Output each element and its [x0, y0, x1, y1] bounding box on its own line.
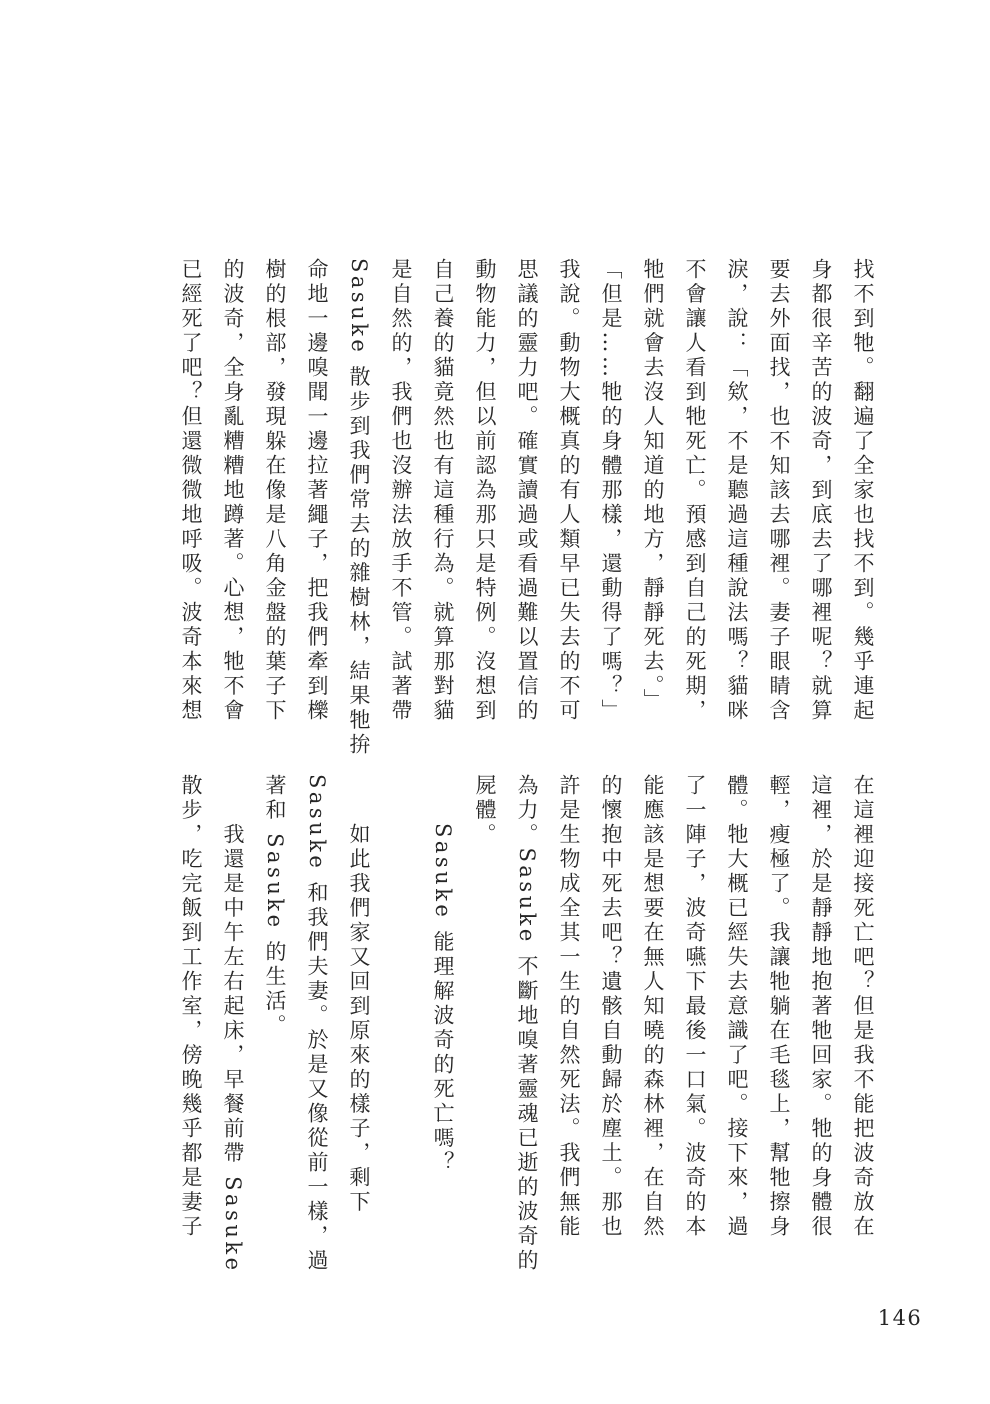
- text-column: 散步，吃完飯到工作室，傍晚幾乎都是妻子: [179, 774, 203, 1240]
- text-column: 自己養的貓竟然也有這種行為。就算那對貓: [431, 258, 455, 724]
- text-band-top: [170, 258, 884, 758]
- text-column: 在這裡迎接死亡吧？但是我不能把波奇放在: [851, 774, 875, 1240]
- text-column: 我還是中午左右起床，早餐前帶 Sasuke: [221, 774, 245, 1274]
- text-column: 思議的靈力吧。確實讀過或看過難以置信的: [515, 258, 539, 724]
- text-column: 是自然的，我們也沒辦法放手不管。試著帶: [389, 258, 413, 724]
- text-column: 牠們就會去沒人知道的地方，靜靜死去。」: [641, 258, 665, 713]
- text-column: Sasuke 能理解波奇的死亡嗎？: [431, 774, 455, 1176]
- text-column: 我說。動物大概真的有人類早已失去的不可: [557, 258, 581, 724]
- text-column: 如此我們家又回到原來的樣子，剩下: [347, 774, 371, 1215]
- text-column: 身都很辛苦的波奇，到底去了哪裡呢？就算: [809, 258, 833, 724]
- text-column: [380, 774, 422, 1254]
- text-column: 命地一邊嗅聞一邊拉著繩子，把我們牽到櫟: [305, 258, 329, 724]
- text-column: 為力。Sasuke 不斷地嗅著靈魂已逝的波奇的: [515, 774, 539, 1274]
- text-column: 的懷抱中死去吧？遺骸自動歸於塵土。那也: [599, 774, 623, 1240]
- page-number: 146: [877, 1306, 923, 1330]
- text-column: 屍體。: [473, 774, 497, 848]
- text-column: 找不到牠。翻遍了全家也找不到。幾乎連起: [851, 258, 875, 724]
- text-band-bottom: [170, 774, 884, 1274]
- text-column: 這裡，於是靜靜地抱著牠回家。牠的身體很: [809, 774, 833, 1240]
- text-column: 已經死了吧？但還微微地呼吸。波奇本來想: [179, 258, 203, 724]
- text-column: 不會讓人看到牠死亡。預感到自己的死期，: [683, 258, 707, 724]
- text-column: 的波奇，全身亂糟糟地蹲著。心想，牠不會: [221, 258, 245, 724]
- text-column: 動物能力，但以前認為那只是特例。沒想到: [473, 258, 497, 724]
- text-column: Sasuke 散步到我們常去的雜樹林，結果牠拚: [347, 258, 371, 758]
- text-column: 樹的根部，發現躲在像是八角金盤的葉子下: [263, 258, 287, 724]
- text-column: Sasuke 和我們夫妻。於是又像從前一樣，過: [305, 774, 329, 1274]
- text-column: 了一陣子，波奇嚥下最後一口氣。波奇的本: [683, 774, 707, 1240]
- text-column: 要去外面找，也不知該去哪裡。妻子眼睛含: [767, 258, 791, 724]
- text-column: 輕，瘦極了。我讓牠躺在毛毯上，幫牠擦身: [767, 774, 791, 1240]
- text-column: 著和 Sasuke 的生活。: [263, 774, 287, 1039]
- text-column: 能應該是想要在無人知曉的森林裡，在自然: [641, 774, 665, 1240]
- text-column: 「但是……牠的身體那樣，還動得了嗎？」: [599, 258, 623, 724]
- text-column: 淚，說：「欸，不是聽過這種說法嗎？貓咪: [725, 258, 749, 724]
- text-column: 許是生物成全其一生的自然死法。我們無能: [557, 774, 581, 1240]
- text-column: 體。牠大概已經失去意識了吧。接下來，過: [725, 774, 749, 1240]
